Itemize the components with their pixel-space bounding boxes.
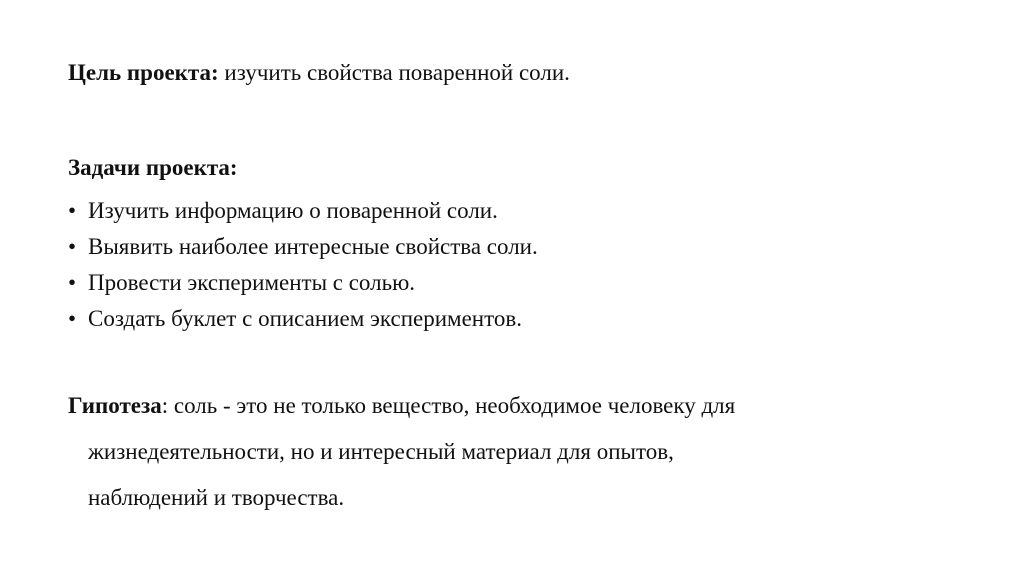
bullet: • [68,306,77,331]
hypothesis-line: жизнедеятельности, но и интересный материал для опытов, [88,439,674,464]
list-item [68,193,538,229]
task-text: Провести эксперименты с солью. [88,270,416,295]
bullet: • [68,234,77,259]
list-item [68,229,538,265]
goal-text: изучить свойства поваренной соли. [218,60,570,85]
hypothesis-label: Гипотеза [68,393,162,418]
list-item [68,265,538,301]
tasks-title: Задачи проекта: [68,155,238,180]
tasks-list [68,193,538,337]
hypothesis-line [68,383,968,429]
hypothesis-text: : соль - это не только вещество, необходимое человеку для [161,393,736,418]
bullet: • [68,270,77,295]
task-text: Выявить наиболее интересные свойства соли. [88,234,538,259]
project-goal [68,58,570,88]
list-item [68,301,538,337]
hypothesis-line: наблюдений и творчества. [88,485,345,510]
hypothesis [68,383,968,521]
goal-label: Цель проекта: [68,60,219,85]
task-text: Создать буклет с описанием экспериментов. [88,306,522,331]
task-text: Изучить информацию о поваренной соли. [88,198,498,223]
bullet: • [68,198,77,223]
